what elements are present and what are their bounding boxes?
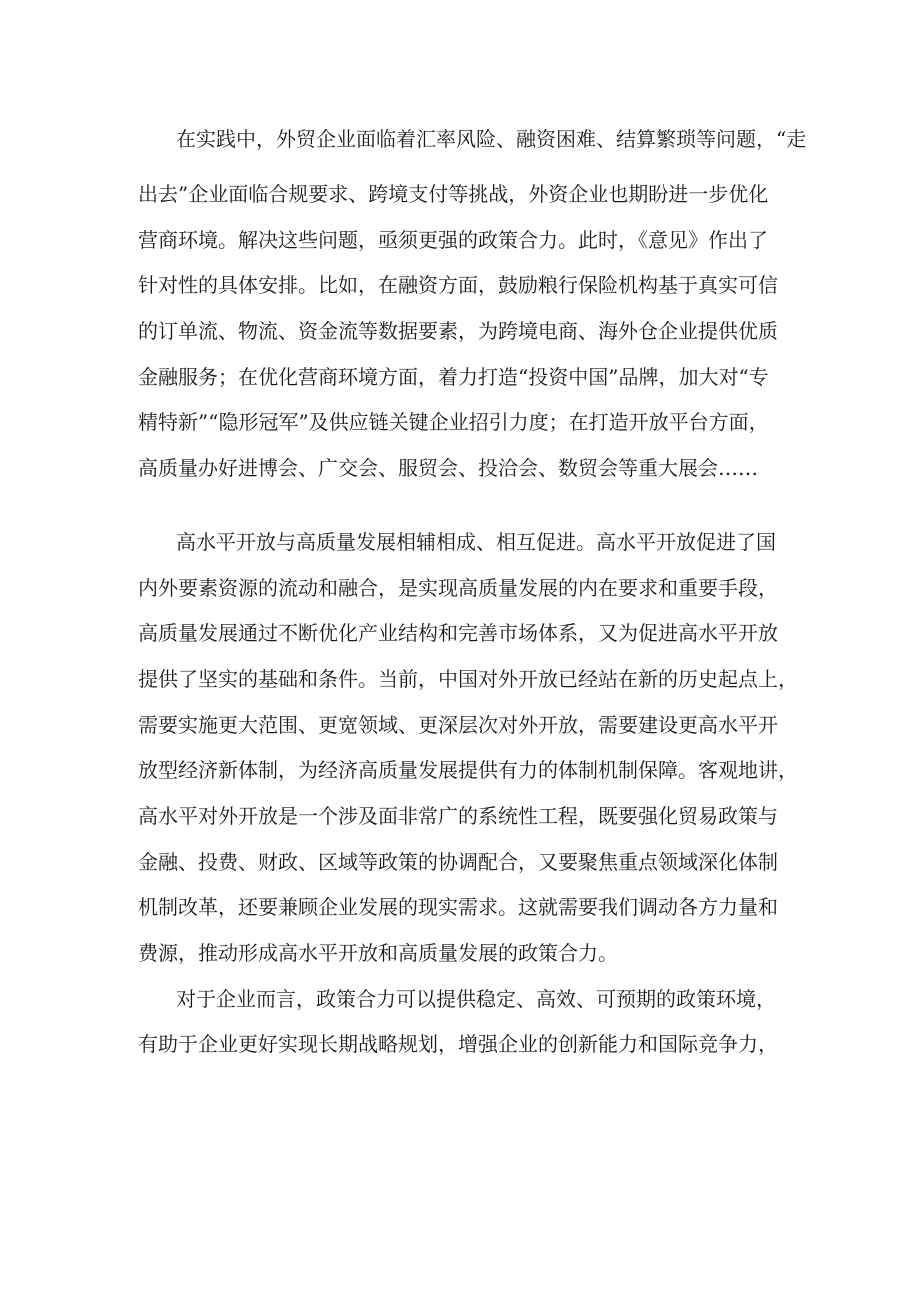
paragraph-1-line-8: 高质量办好进博会、广交会、服贸会、投洽会、数贸会等重大展会……	[138, 456, 758, 480]
paragraph-1-line-6: 金融服务；在优化营商环境方面，着力打造“投资中国”品牌，加大对“专	[138, 365, 769, 389]
paragraph-2-line-6: 放型经济新体制，为经济高质量发展提供有力的体制机制保障。客观地讲，	[138, 758, 798, 782]
paragraph-2-line-3: 高质量发展通过不断优化产业结构和完善市场体系，又为促进高水平开放	[138, 621, 778, 645]
paragraph-2-line-5: 需要实施更大范围、更宽领域、更深层次对外开放，需要建设更高水平开	[138, 713, 778, 737]
paragraph-1-line-4: 针对性的具体安排。比如，在融资方面，鼓励粮行保险机构基于真实可信	[138, 273, 778, 297]
paragraph-2-line-9: 机制改革，还要兼顾企业发展的现实需求。这就需要我们调动各方力量和	[138, 895, 778, 919]
paragraph-1-line-7: 精特新”“隐形冠军”及供应链关键企业招引力度；在打造开放平台方面，	[138, 410, 769, 434]
paragraph-2-line-7: 高水平对外开放是一个涉及面非常广的系统性工程，既要强化贸易政策与	[138, 804, 778, 828]
paragraph-3-line-2: 有助于企业更好实现长期战略规划，增强企业的创新能力和国际竞争力，	[138, 1032, 778, 1056]
paragraph-3-line-1: 对于企业而言，政策合力可以提供稳定、高效、可预期的政策环境，	[176, 987, 776, 1011]
paragraph-1-line-3: 营商环境。解决这些问题，亟须更强的政策合力。此时，《意见》作出了	[138, 228, 768, 252]
paragraph-1-line-2: 出去”企业面临合规要求、跨境支付等挑战，外资企业也期盼进一步优化	[138, 182, 769, 206]
paragraph-1-line-1: 在实践中，外贸企业面临着汇率风险、融资困难、结算繁琐等问题，“走	[176, 127, 807, 151]
paragraph-2-line-2: 内外要素资源的流动和融合，是实现高质量发展的内在要求和重要手段，	[138, 576, 778, 600]
paragraph-2-line-1: 高水平开放与高质量发展相辅相成、相互促进。高水平开放促进了国	[176, 530, 776, 554]
paragraph-2-line-4: 提供了坚实的基础和条件。当前，中国对外开放已经站在新的历史起点上，	[138, 667, 798, 691]
paragraph-1-line-5: 的订单流、物流、资金流等数据要素，为跨境电商、海外仓企业提供优质	[138, 319, 778, 343]
paragraph-2-line-10: 费源，推动形成高水平开放和高质量发展的政策合力。	[138, 941, 618, 965]
paragraph-2-line-8: 金融、投费、财政、区域等政策的协调配合，又要聚焦重点领域深化体制	[138, 850, 778, 874]
